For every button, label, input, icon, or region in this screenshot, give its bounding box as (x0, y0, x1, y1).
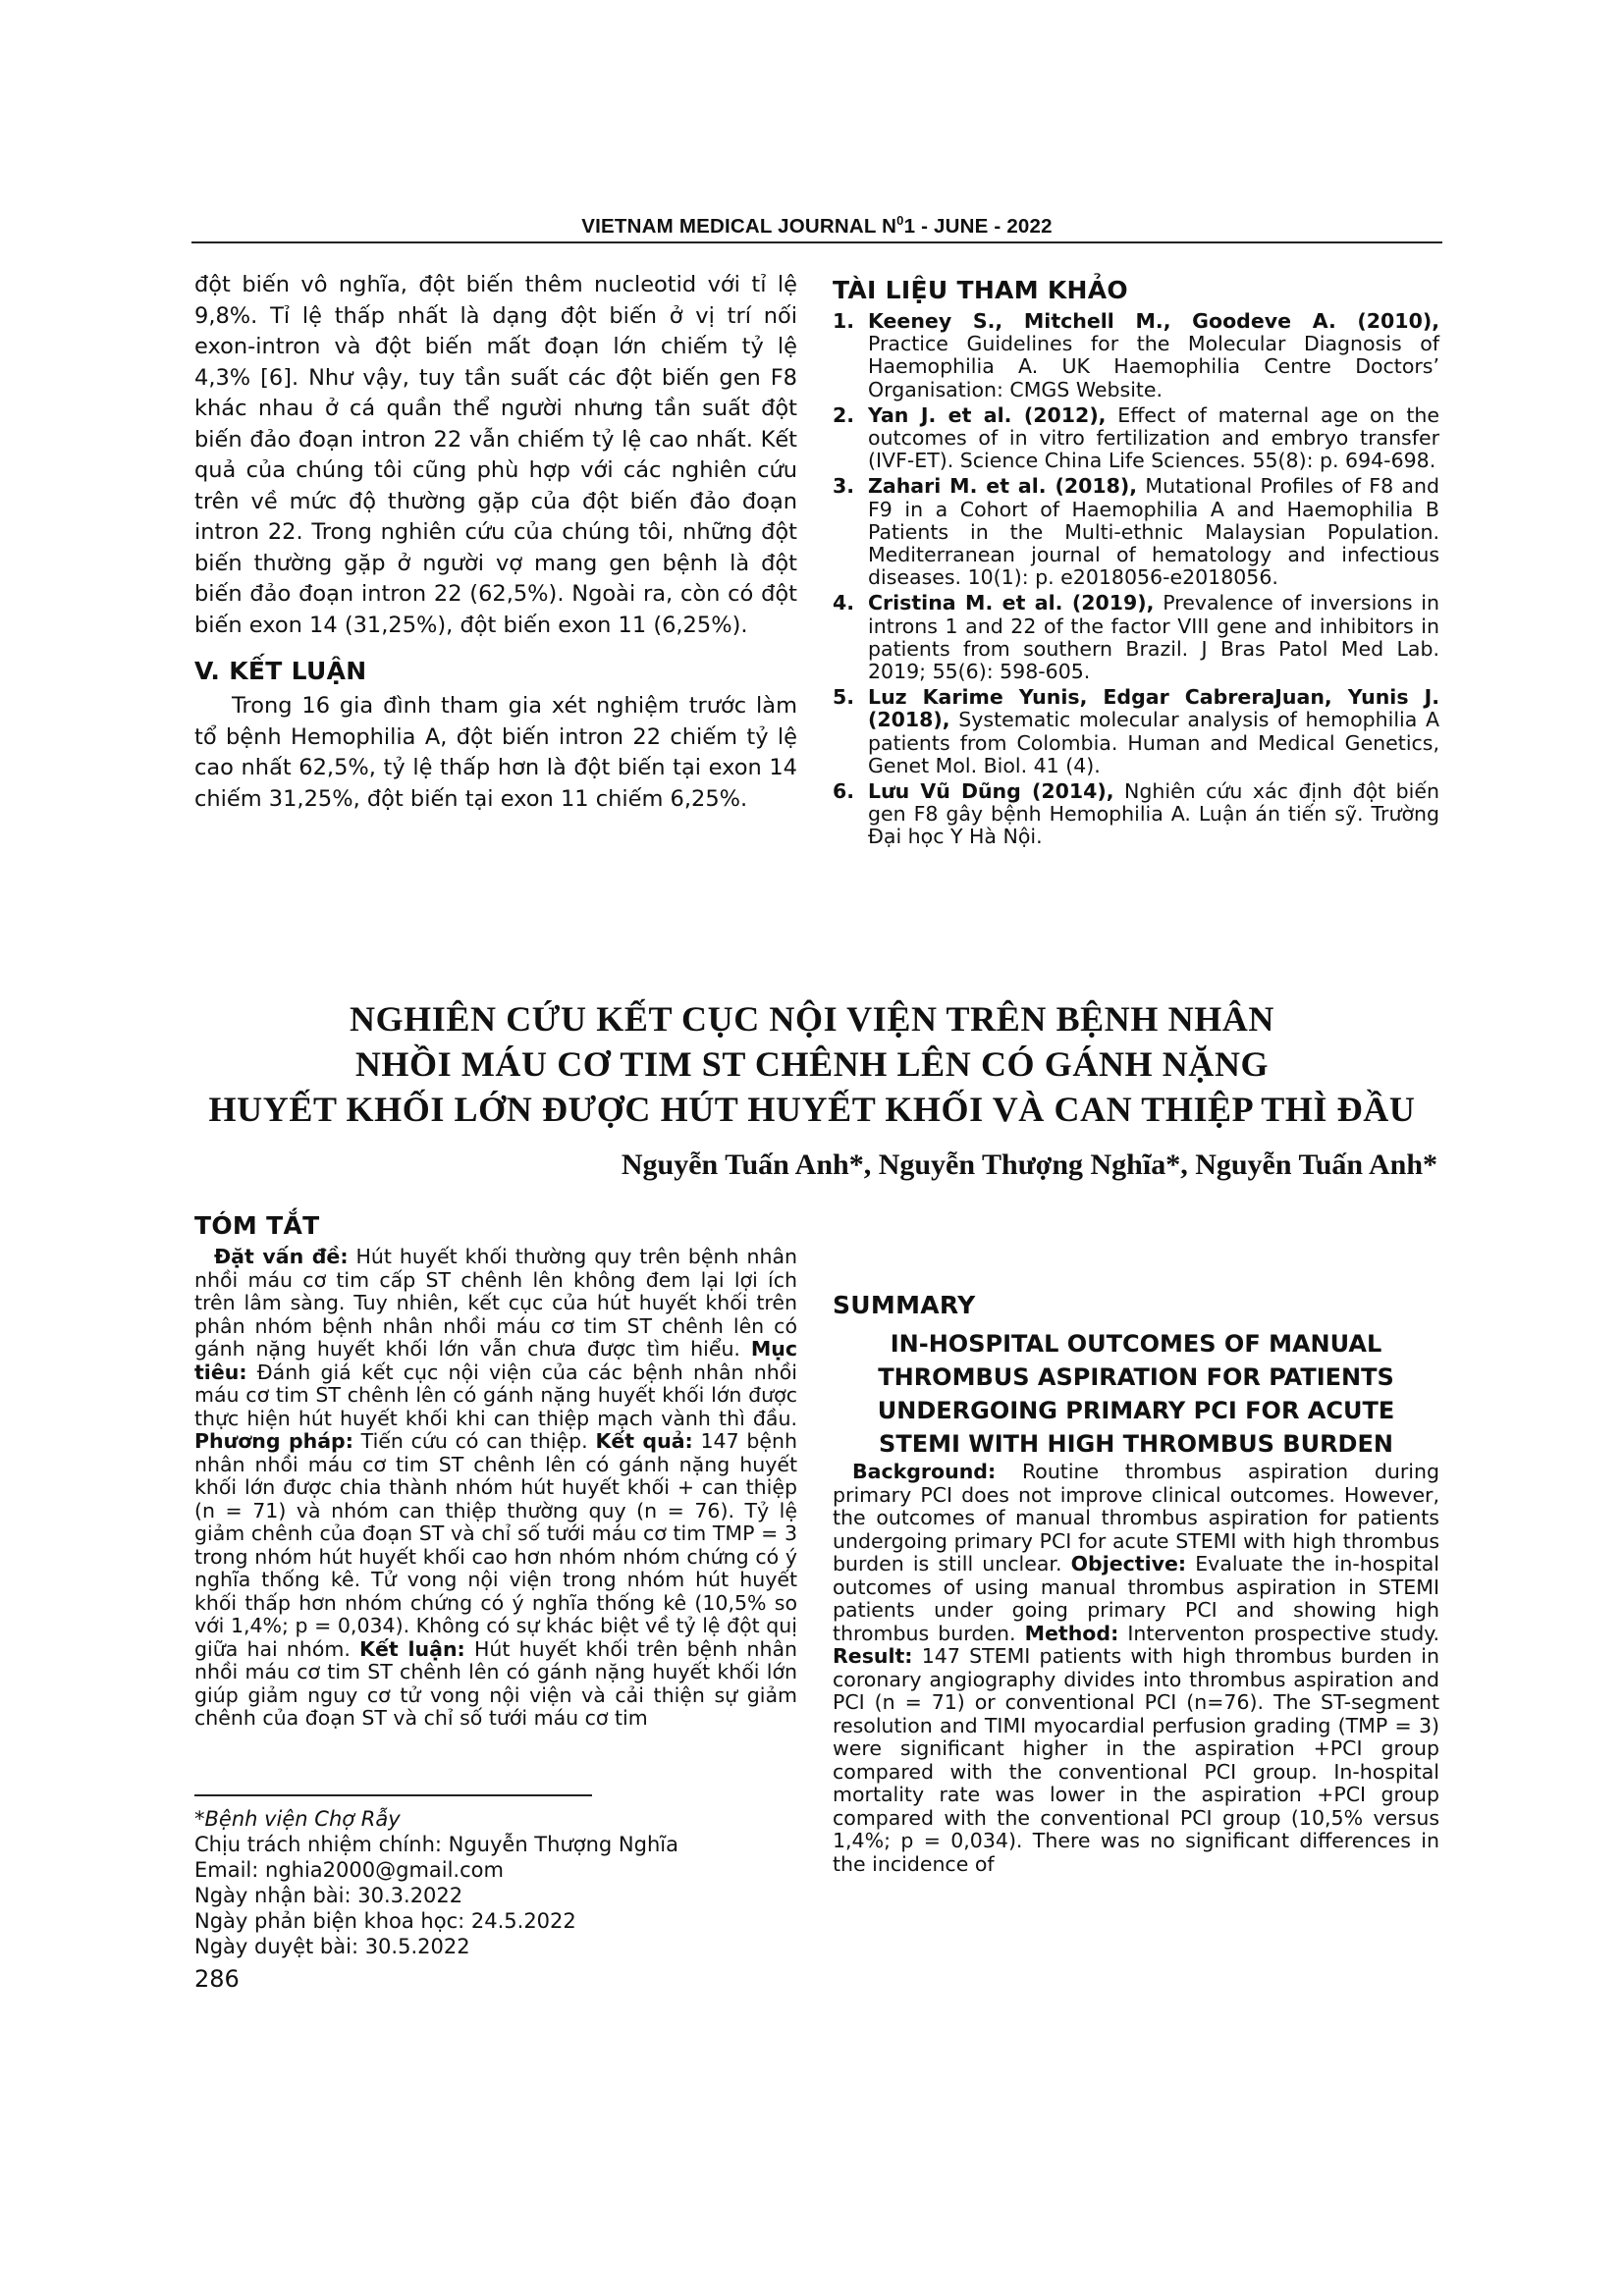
references-heading: TÀI LIỆU THAM KHẢO (833, 276, 1128, 304)
prev-article-body-paragraph: đột biến vô nghĩa, đột biến thêm nucleotid với tỉ lệ 9,8%. Tỉ lệ thấp nhất là dạng đột biến ở vị trí nối exon-intron và đột biến mất đoạn lớn chiếm tỷ lệ 4,3% [6]. Như vậy, tuy tần suất các đột biến gen F8 khác nhau ở cá quần thể người nhưng tần suất đột biến đảo đoạn intron 22 vẫn chiếm tỷ lệ cao nhất. Kết quả của chúng tôi cũng phù hợp với các nghiên cứu trên về mức độ thường gặp của đột biến đảo đoạn intron 22. Trong nghiên cứu của chúng tôi, những đột biến thường gặp ở người vợ mang gen bệnh là đột biến đảo đoạn intron 22 (62,5%). Ngoài ra, còn có đột biến exon 14 (31,25%), đột biến exon 11 (6,25%). (194, 272, 797, 638)
summary-title-line: UNDERGOING PRIMARY PCI FOR ACUTE (877, 1397, 1395, 1424)
summary-background-text: Routine thrombus aspiration during primary PCI does not improve clinical outcomes. However, the outcomes of manual thrombus aspiration for patients undergoing primary PCI for acute STEMI with high thrombus burden is still unclear. (833, 1460, 1439, 1575)
summary-title-line: STEMI WITH HIGH THROMBUS BURDEN (879, 1430, 1393, 1458)
summary-result-text: 147 STEMI patients with high thrombus burden in coronary angiography divides into thrombus aspiration and PCI (n = 71) or conventional PCI (n=76). The ST-segment resolution and TIMI myocardial perfusion grading (TMP = 3) were significant higher in the aspiration +PCI group compared with the conventional PCI group. In-hospital mortality rate was lower in the aspiration +PCI group compared with the conventional PCI group (10,5% versus 1,4%; p = 0,034). There was no significant differences in the incidence of (833, 1644, 1439, 1876)
reference-text (868, 404, 1439, 473)
reference-number: 5. (833, 685, 855, 710)
reference-number: 6. (833, 779, 855, 804)
abstract-background-text: Hút huyết khối thường quy trên bệnh nhân nhồi máu cơ tim cấp ST chênh lên không đem lại lợi ích trên lâm sàng. Tuy nhiên, kết cục của hút huyết khối trên phân nhóm bệnh nhân nhồi máu cơ tim ST chênh lên có gánh nặng huyết khối lớn vẫn chưa được tìm hiểu. (194, 1245, 797, 1361)
reference-text (868, 475, 1439, 589)
reference-list (833, 310, 1439, 849)
summary-label-method: Method: (1024, 1621, 1119, 1645)
conclusion-text: Trong 16 gia đình tham gia xét nghiệm trước làm tổ bệnh Hemophilia A, đột biến intron 22 chiếm tỷ lệ cao nhất 62,5%, tỷ lệ thấp hơn là đột biến tại exon 14 chiếm 31,25%, đột biến tại exon 11 chiếm 6,25%. (194, 693, 797, 812)
reference-details: Nghiên cứu xác định đột biến gen F8 gây bệnh Hemophilia A. Luận án tiến sỹ. Trường Đại học Y Hà Nội. (868, 779, 1439, 849)
running-header-suffix: 1 - JUNE - 2022 (903, 214, 1053, 238)
english-summary (833, 1199, 1439, 1876)
running-header (191, 213, 1442, 239)
reference-text (868, 686, 1439, 777)
reference-item (833, 592, 1439, 683)
reference-item (833, 780, 1439, 849)
abstract-label-results: Kết quả: (595, 1429, 693, 1453)
abstract-method-text: Tiến cứu có can thiệp. (352, 1429, 596, 1453)
prev-article-left-column (194, 270, 797, 815)
running-header-sup: 0 (896, 213, 904, 228)
reference-item (833, 310, 1439, 401)
summary-label-objective: Objective: (1070, 1552, 1187, 1575)
reference-authors: Cristina M. et al. (2019), (868, 591, 1155, 615)
reference-details: Prevalence of inversions in introns 1 and 22 of the factor VIII gene and inhibitors in patients from southern Brazil. J Bras Patol Med Lab. 2019; 55(6): 598-605. (868, 591, 1439, 684)
conclusion-heading: V. KẾT LUẬN (194, 657, 367, 685)
reference-details: Systematic molecular analysis of hemophilia A patients from Colombia. Human and Medical Genetics, Genet Mol. Biol. 41 (4). (868, 708, 1439, 777)
abstract-label-method: Phương pháp: (194, 1429, 353, 1453)
references-column (833, 270, 1439, 852)
reference-authors: Zahari M. et al. (2018), (868, 474, 1138, 499)
footnote-received: Ngày nhận bài: 30.3.2022 (194, 1884, 463, 1907)
reference-text (868, 310, 1439, 401)
reference-authors: Keeney S., Mitchell M., Goodeve A. (2010), (868, 309, 1439, 333)
footnote-rule (194, 1794, 592, 1796)
reference-details: Practice Guidelines for the Molecular Diagnosis of Haemophilia A. UK Haemophilia Centre Doctors’ Organisation: CMGS Website. (868, 332, 1439, 401)
reference-details: Effect of maternal age on the outcomes of in vitro fertilization and embryo transfer (IVF-ET). Science China Life Sciences. 55(8): p. 694-698. (868, 402, 1439, 473)
reference-number: 1. (833, 309, 855, 333)
reference-number: 2. (833, 402, 855, 427)
abstract-label-conclusion: Kết luận: (359, 1636, 465, 1661)
article-title (177, 996, 1447, 1132)
article-title-line: NGHIÊN CỨU KẾT CỤC NỘI VIỆN TRÊN BỆNH NHÂN (349, 999, 1274, 1039)
reference-item (833, 686, 1439, 777)
abstract-heading: TÓM TẮT (194, 1211, 320, 1240)
footnote-accepted: Ngày duyệt bài: 30.5.2022 (194, 1935, 470, 1958)
summary-text (833, 1461, 1439, 1876)
reference-number: 4. (833, 591, 855, 615)
reference-text (868, 592, 1439, 683)
running-header-prefix: VIETNAM MEDICAL JOURNAL N (581, 214, 897, 238)
article-title-line: HUYẾT KHỐI LỚN ĐƯỢC HÚT HUYẾT KHỐI VÀ CAN THIỆP THÌ ĐẦU (208, 1090, 1416, 1129)
article-authors: Nguyễn Tuấn Anh*, Nguyễn Thượng Nghĩa*, Nguyễn Tuấn Anh* (621, 1148, 1437, 1181)
summary-title-line: IN-HOSPITAL OUTCOMES OF MANUAL (890, 1330, 1382, 1358)
summary-method-text: Interventon prospective study. (1118, 1621, 1440, 1645)
page-number: 286 (194, 1965, 240, 1993)
summary-title (833, 1327, 1439, 1461)
summary-label-result: Result: (833, 1644, 913, 1668)
vietnamese-abstract (194, 1205, 797, 1731)
header-rule (191, 241, 1442, 243)
summary-objective-text: Evaluate the in-hospital outcomes of using manual thrombus aspiration in STEMI patients under going primary PCI and showing high thrombus burden. (833, 1552, 1439, 1645)
reference-item (833, 475, 1439, 589)
reference-details: Mutational Profiles of F8 and F9 in a Cohort of Haemophilia A and Haemophilia B Patients in the Multi-ethnic Malaysian Population. Mediterranean journal of hematology and infectious diseases. 10(1): p. e2018056-e2018056. (868, 474, 1439, 590)
summary-label-background: Background: (852, 1460, 997, 1483)
reference-authors: Yan J. et al. (2012), (868, 402, 1107, 427)
reference-item (833, 404, 1439, 473)
abstract-conclusion-text: Hút huyết khối trên bệnh nhân nhồi máu cơ tim ST chênh lên có gánh nặng huyết khối lớn giúp giảm nguy cơ tử vong nội viện và cải thiện sự giảm chênh của đoạn ST và chỉ số tưới máu cơ tim (194, 1636, 797, 1730)
reference-authors: Luz Karime Yunis, Edgar CabreraJuan, Yunis J. (2018), (868, 685, 1439, 732)
abstract-label-objective: Mục tiêu: (194, 1337, 797, 1384)
reference-text (868, 780, 1439, 849)
footnote-responsible: Chịu trách nhiệm chính: Nguyễn Thượng Nghĩa (194, 1833, 678, 1856)
reference-authors: Lưu Vũ Dũng (2014), (868, 779, 1114, 804)
abstract-results-text: 147 bệnh nhân nhồi máu cơ tim ST chênh lên có gánh nặng huyết khối lớn được chia thành nhóm hút huyết khối + can thiệp (n = 71) và nhóm can thiệp thường quy (n = 76). Tỷ lệ giảm chênh của đoạn ST và chỉ số tưới máu cơ tim TMP = 3 trong nhóm hút huyết khối cao hơn nhóm nhóm chứng có ý nghĩa thống kê. Tử vong nội viện trong nhóm hút huyết khối thấp hơn nhóm chứng có ý nghĩa thống kê (10,5% so với 1,4%; p = 0,034). Không có sự khác biệt về tỷ lệ đột quị giữa hai nhóm. (194, 1429, 797, 1661)
abstract-text (194, 1246, 797, 1731)
footnote-reviewed: Ngày phản biện khoa học: 24.5.2022 (194, 1909, 576, 1933)
footnotes (194, 1806, 784, 1959)
article-title-line: NHỒI MÁU CƠ TIM ST CHÊNH LÊN CÓ GÁNH NẶNG (354, 1044, 1270, 1084)
summary-title-line: THROMBUS ASPIRATION FOR PATIENTS (878, 1363, 1394, 1391)
footnote-email: Email: nghia2000@gmail.com (194, 1858, 504, 1882)
footnote-affiliation: *Bệnh viện Chợ Rẫy (194, 1807, 401, 1831)
summary-heading: SUMMARY (833, 1291, 976, 1319)
abstract-objective-text: Đánh giá kết cục nội viện của các bệnh nhân nhồi máu cơ tim ST chênh lên có gánh nặng huyết khối lớn được thực hiện hút huyết khối khi can thiệp mạch vành thì đầu. (194, 1360, 797, 1430)
reference-number: 3. (833, 474, 855, 499)
abstract-label-background: Đặt vấn đề: (214, 1245, 349, 1268)
